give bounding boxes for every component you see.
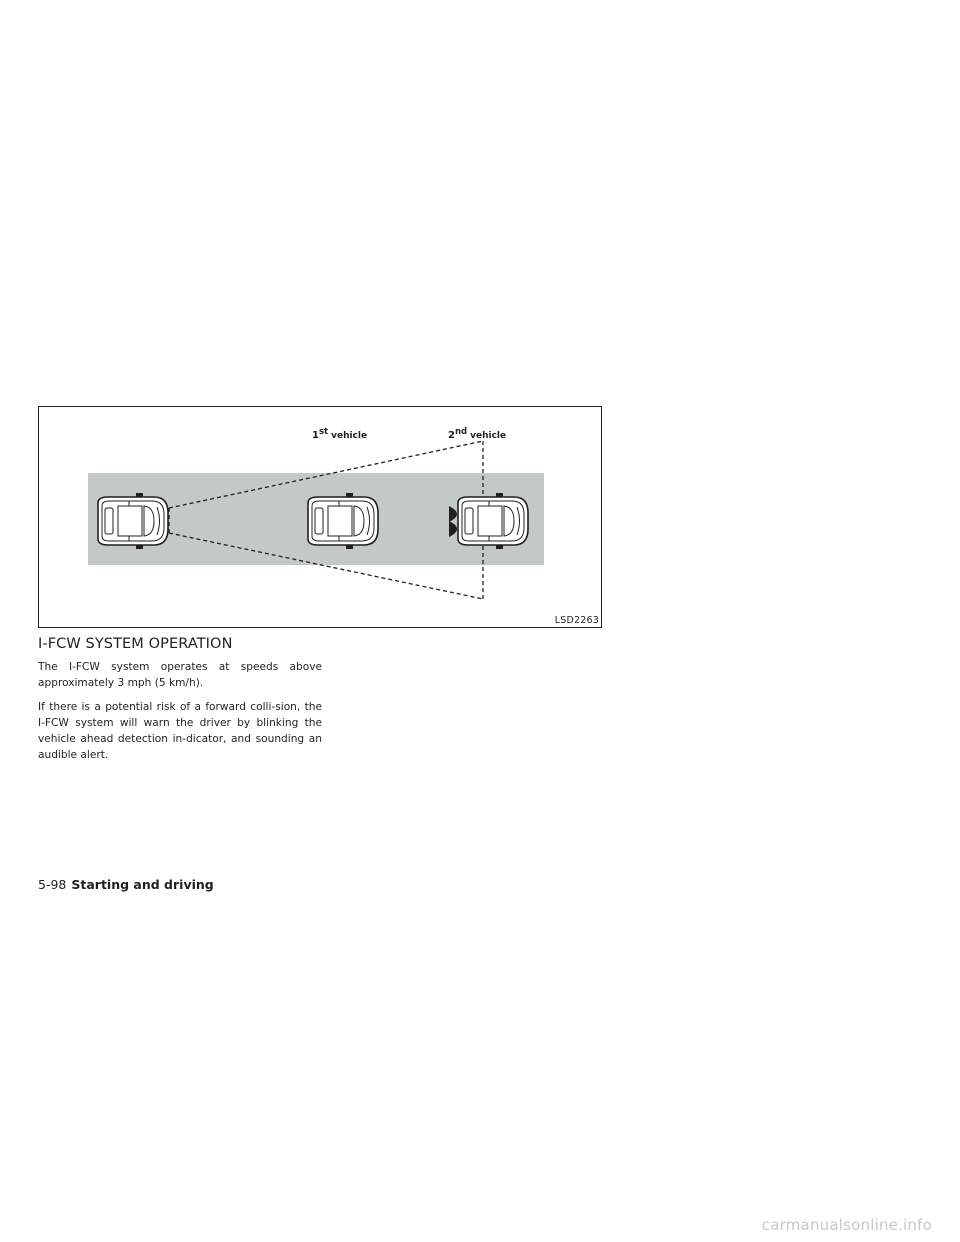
figure-forward-collision-diagram [38, 406, 602, 628]
first-vehicle-icon [308, 493, 378, 549]
section-heading: I-FCW SYSTEM OPERATION [38, 636, 233, 652]
label-first-vehicle: 1st vehicle [312, 427, 368, 441]
watermark: carmanualsonline.info [761, 1216, 932, 1234]
body-paragraph: If there is a potential risk of a forward colli-sion, the I-FCW system will warn the driver by blinking the vehicle ahead detection in-dicator, and sounding an audible alert. [38, 701, 322, 761]
body-paragraph: The I-FCW system operates at speeds above approximately 3 mph (5 km/h). [38, 661, 322, 689]
label-second-vehicle: 2nd vehicle [448, 427, 507, 441]
page-footer [38, 877, 214, 892]
figure-code: LSD2263 [554, 615, 599, 626]
diagram-svg [39, 407, 603, 629]
second-vehicle-icon [458, 493, 528, 549]
page-number: 5-98 [38, 877, 67, 892]
footer-section-title: Starting and driving [71, 877, 214, 892]
own-vehicle-icon [98, 493, 168, 549]
